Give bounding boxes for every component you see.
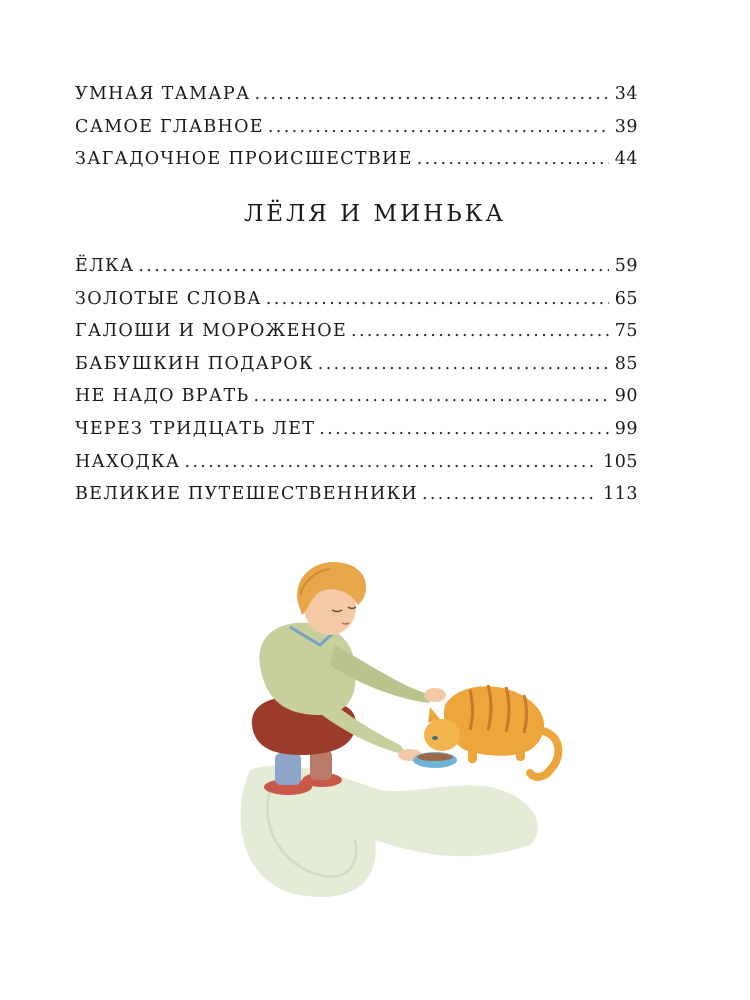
toc-entry[interactable]	[75, 256, 638, 289]
dot-leader	[255, 84, 609, 104]
toc-entry[interactable]	[75, 354, 638, 387]
toc-entry[interactable]	[75, 84, 638, 117]
toc-entry-page: 34	[614, 84, 638, 104]
toc-entry[interactable]	[75, 484, 638, 517]
toc-entry-page: 90	[614, 386, 638, 407]
dot-leader	[351, 321, 609, 341]
toc-entry-title: САМОЕ ГЛАВНОЕ	[75, 116, 264, 137]
toc-entry[interactable]	[75, 386, 638, 419]
toc-entry-title: ВЕЛИКИЕ ПУТЕШЕСТВЕННИКИ	[75, 484, 418, 505]
toc-entry[interactable]	[75, 289, 638, 322]
toc-entry-page: 39	[614, 116, 638, 137]
toc-entry-page: 105	[603, 451, 638, 472]
dot-leader	[254, 386, 609, 406]
toc-entry-title: НАХОДКА	[75, 451, 181, 472]
toc-entry-title: ЁЛКА	[75, 256, 135, 276]
section-heading: ЛЁЛЯ И МИНЬКА	[244, 201, 506, 227]
toc-entry[interactable]	[75, 452, 638, 485]
toc-entry-title: ЗОЛОТЫЕ СЛОВА	[75, 288, 262, 309]
toc-entry[interactable]	[75, 117, 638, 150]
toc-entry-page: 113	[603, 484, 638, 505]
hand-right	[424, 688, 446, 702]
table-of-contents-part-1	[75, 84, 638, 182]
toc-entry-page: 65	[614, 288, 638, 309]
toc-entry-page: 44	[614, 149, 638, 170]
sock-right	[310, 750, 332, 780]
table-of-contents-part-2	[75, 256, 638, 517]
toc-entry-title: УМНАЯ ТАМАРА	[75, 84, 251, 104]
toc-entry[interactable]	[75, 149, 638, 182]
dot-leader	[184, 452, 597, 472]
kitten-head	[424, 719, 460, 751]
toc-entry-title: ГАЛОШИ И МОРОЖЕНОЕ	[75, 321, 348, 342]
sock-left	[275, 753, 301, 785]
toc-entry-page: 59	[614, 256, 638, 276]
dot-leader	[268, 117, 609, 137]
dot-leader	[318, 354, 609, 374]
dot-leader	[266, 289, 609, 309]
boy-feeding-kitten-illustration	[230, 555, 570, 905]
dot-leader	[422, 484, 597, 504]
toc-entry-title: ЗАГАДОЧНОЕ ПРОИСШЕСТВИЕ	[75, 149, 413, 170]
toc-entry-title: ЧЕРЕЗ ТРИДЦАТЬ ЛЕТ	[75, 418, 316, 439]
toc-entry[interactable]	[75, 419, 638, 452]
toc-entry[interactable]	[75, 321, 638, 354]
toc-entry-title: БАБУШКИН ПОДАРОК	[75, 353, 314, 374]
toc-entry-title: НЕ НАДО ВРАТЬ	[75, 386, 250, 407]
toc-entry-page: 75	[614, 321, 638, 342]
toc-entry-page: 85	[614, 353, 638, 374]
toc-entry-page: 99	[614, 418, 638, 439]
dot-leader	[319, 419, 608, 439]
dot-leader	[138, 256, 608, 276]
dot-leader	[417, 149, 609, 169]
